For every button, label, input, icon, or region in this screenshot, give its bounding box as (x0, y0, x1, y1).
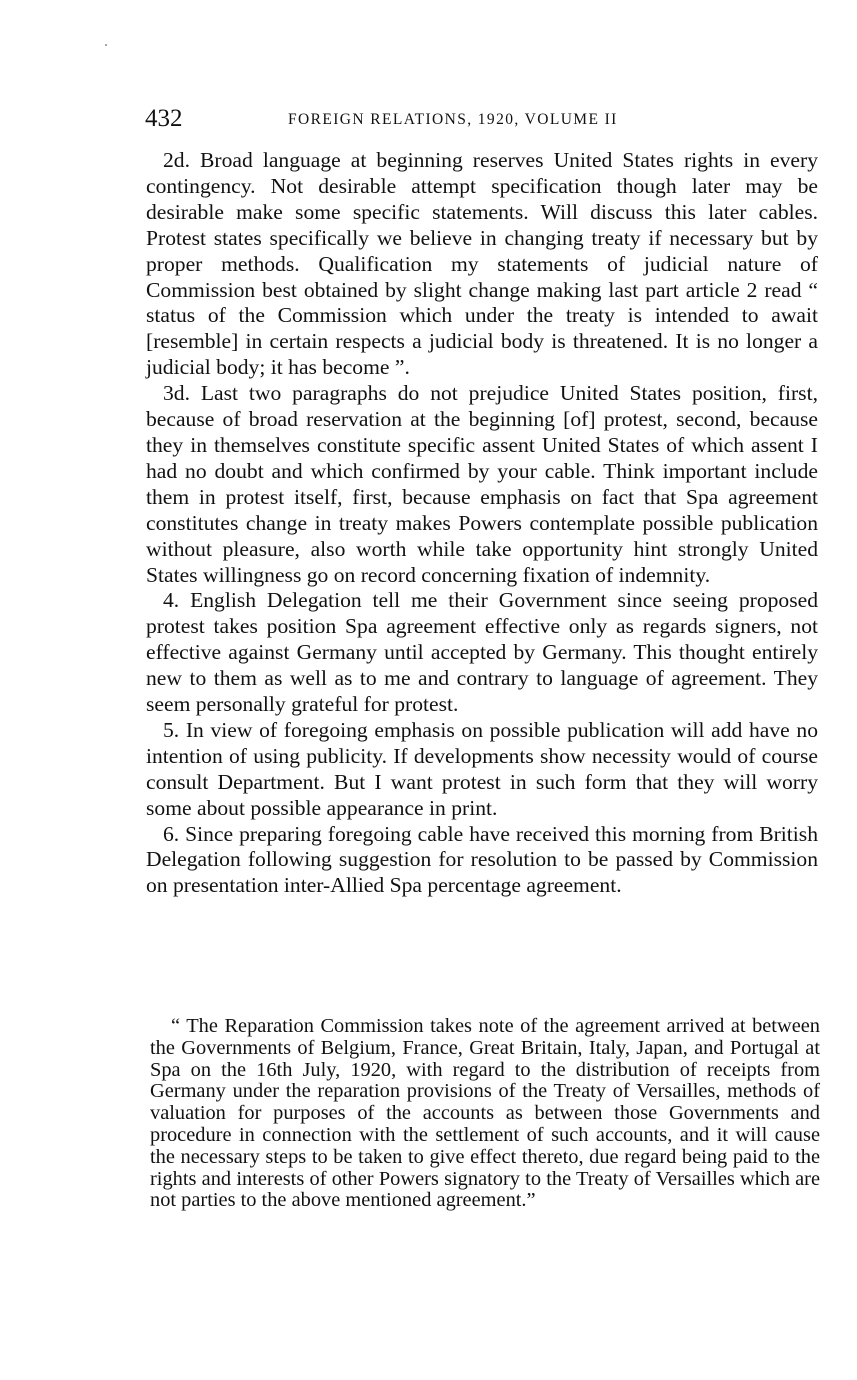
page-header (145, 104, 820, 136)
running-title: FOREIGN RELATIONS, 1920, VOLUME II (288, 111, 618, 128)
paragraph-6: 6. Since preparing foregoing cable have received this morning from British Delegation following suggestion for resolution to be passed by Commission on presentation inter-Allied Spa percentage agreement. (146, 821, 818, 898)
paragraph-4: 4. English Delegation tell me their Government since seeing proposed protest takes position Spa agreement effective only as regards signers, not effective against Germany until accepted by Germany. This thought entirely new to them as well as to me and contrary to language of agreement. They seem personally grateful for protest. (146, 588, 818, 717)
paragraph-3d: 3d. Last two paragraphs do not prejudice United States position, first, because of broad reservation at the beginning [of] protest, second, because they in themselves constitute specific assent United States of which assent I had no doubt and which confirmed by your cable. Think important include them in protest itself, first, because emphasis on fact that Spa agreement constitutes change in treaty makes Powers contemplate possible publication without pleasure, also worth while take opportunity hint strongly United States willingness go on record concerning fixation of indemnity. (146, 381, 818, 587)
body-text (146, 148, 818, 899)
page-number: 432 (145, 105, 183, 132)
paragraph-5: 5. In view of foregoing emphasis on possible publication will add have no intention of using publicity. If developments show necessity would of course consult Department. But I want protest in such form that they will worry some about possible appearance in print. (146, 717, 818, 820)
quoted-resolution (150, 1016, 820, 1212)
scan-speck (105, 44, 107, 46)
quote-text: “ The Reparation Commission takes note of the agreement arrived at between the Governments of Belgium, France, Great Britain, Italy, Japan, and Portugal at Spa on the 16th July, 1920, with regard to the distribution of receipts from Germany under the reparation provisions of the Treaty of Versailles, methods of valuation for purposes of the accounts as between those Governments and procedure in connection with the settlement of such accounts, and it will cause the necessary steps to be taken to give effect thereto, due regard being paid to the rights and interests of other Powers signatory to the Treaty of Versailles which are not parties to the above mentioned agreement.” (150, 1015, 820, 1212)
paragraph-2d: 2d. Broad language at beginning reserves United States rights in every contingency. Not desirable attempt specification though later may be desirable make some specific statements. Will discuss this later cables. Protest states specifically we believe in changing treaty if necessary but by proper methods. Qualification my statements of judicial nature of Commission best obtained by slight change making last part article 2 read “ status of the Commission which under the treaty is intended to await [resemble] in certain respects a judicial body is threatened. It is no longer a judicial body; it has become ”. (146, 148, 818, 380)
